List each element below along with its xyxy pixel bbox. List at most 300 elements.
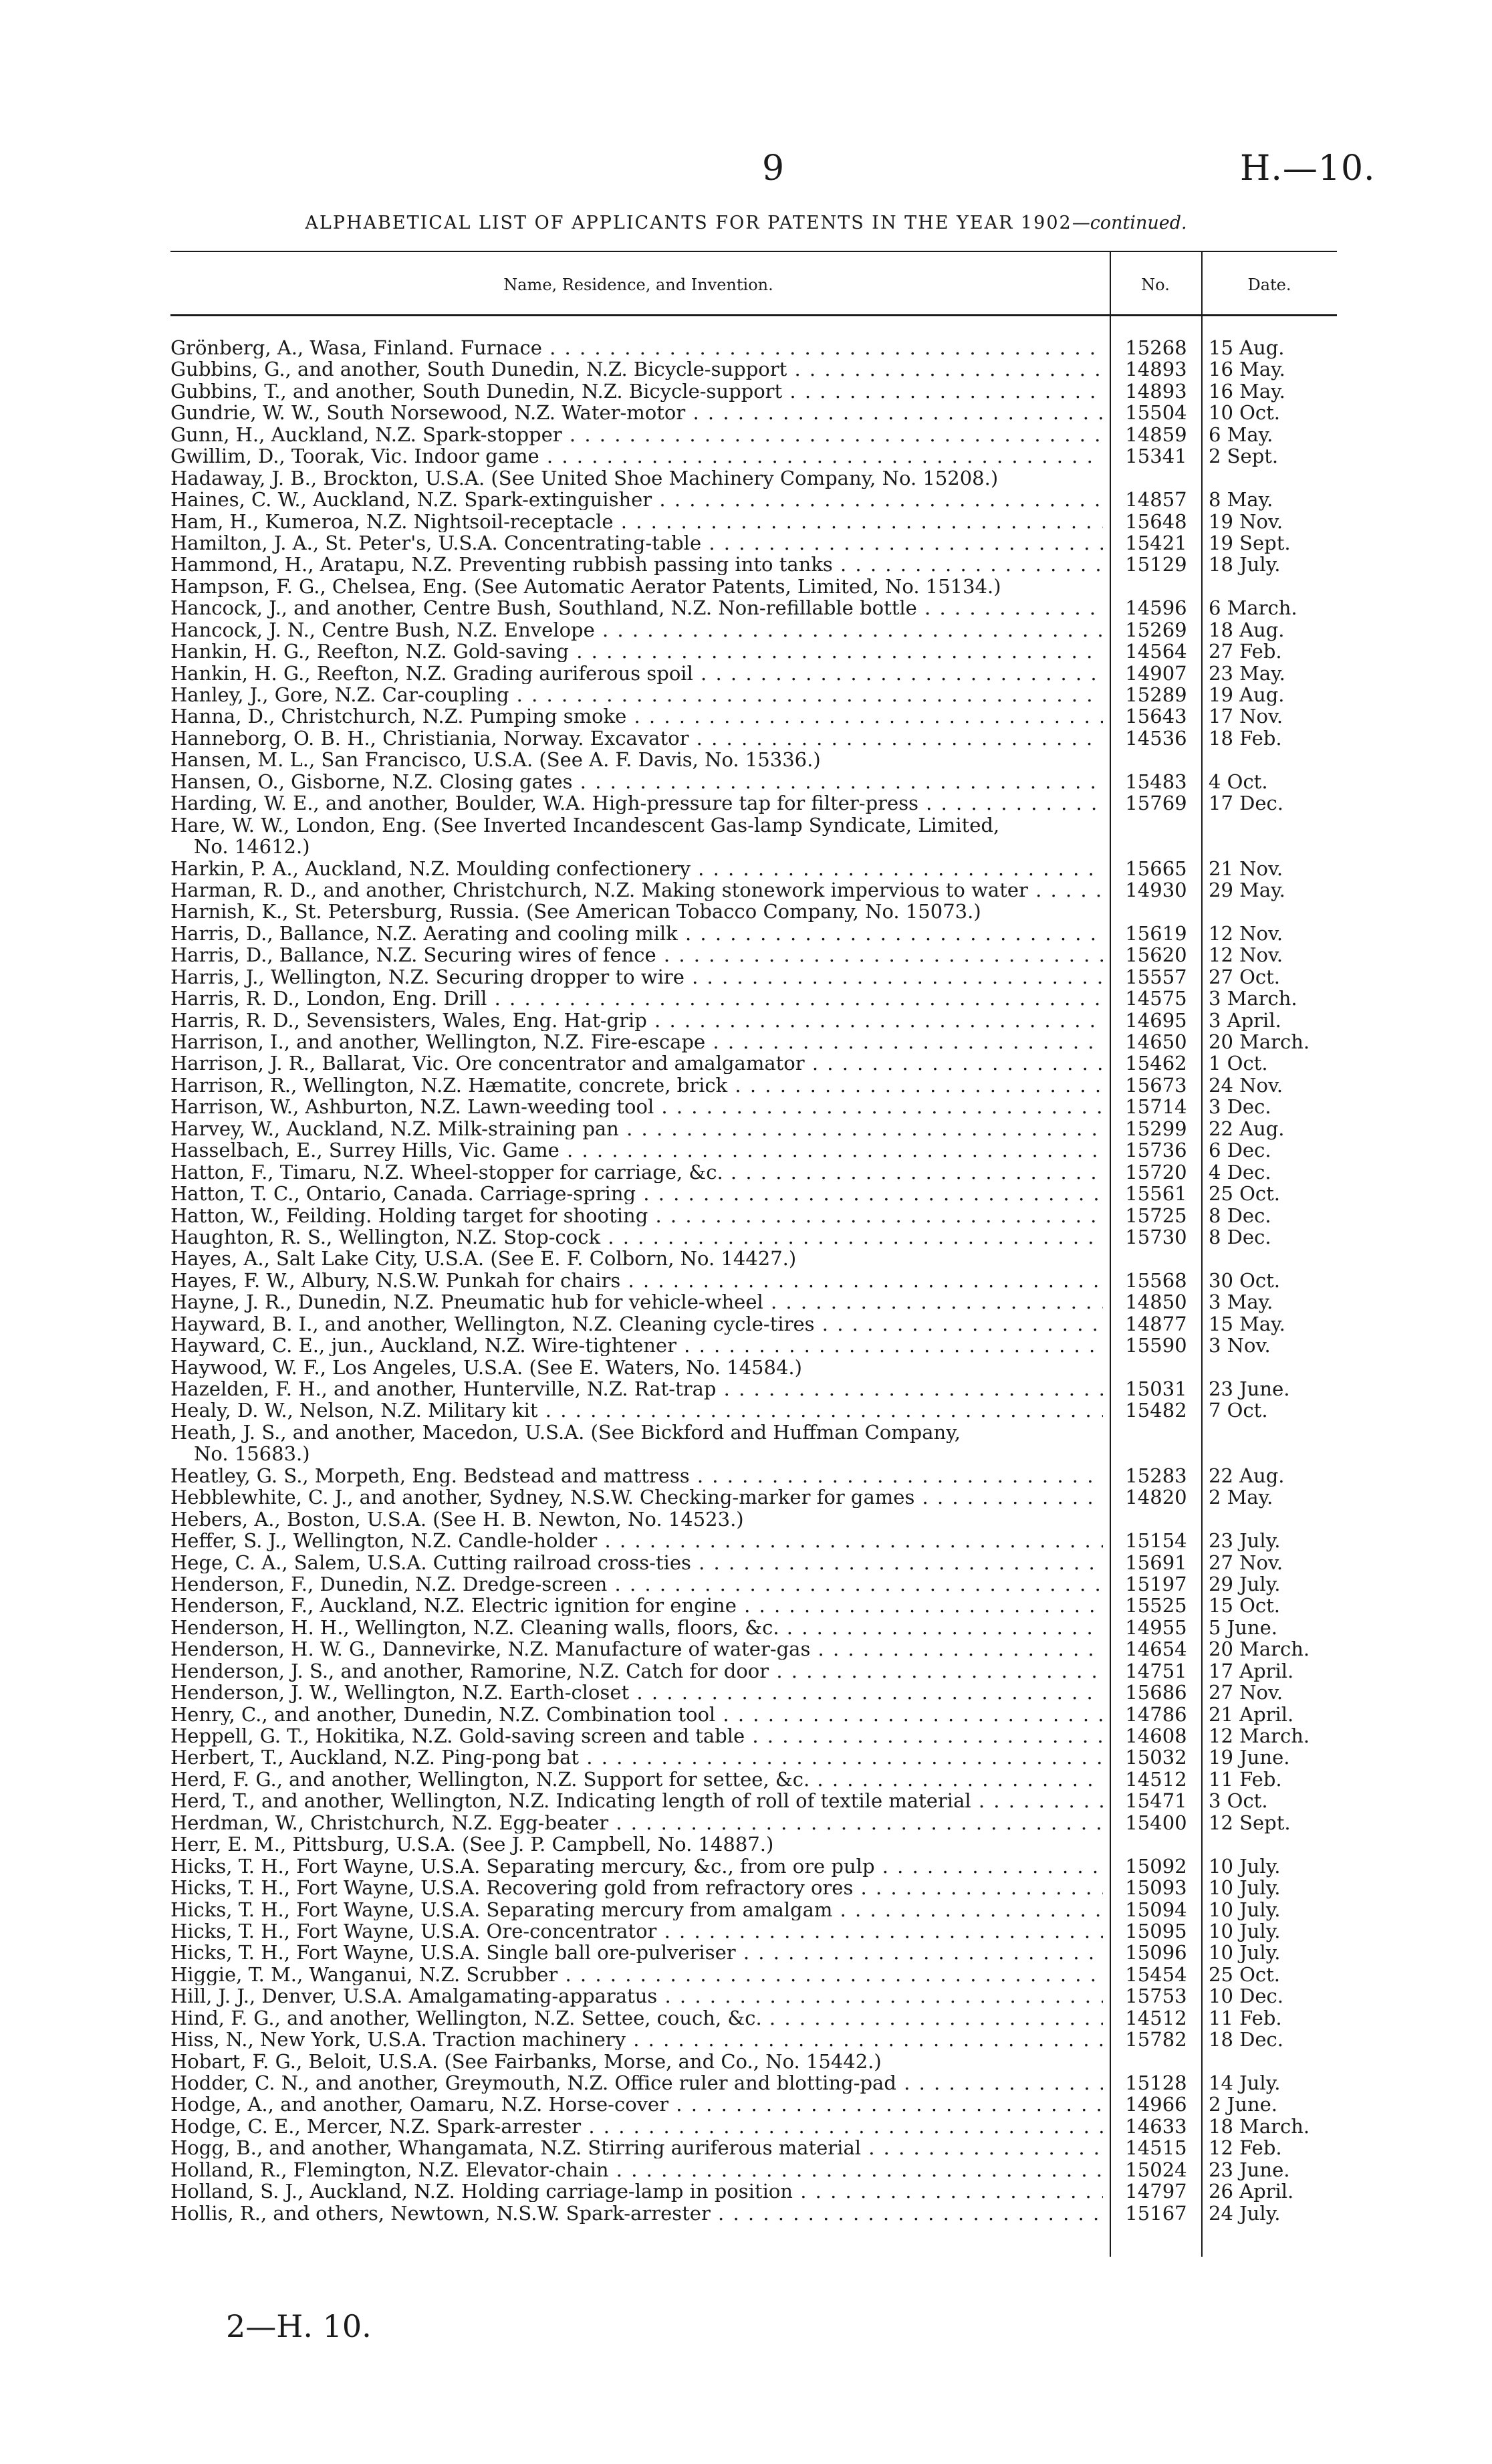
application-date: 23 May. <box>1209 661 1285 685</box>
applicant-entry: Henderson, F., Auckland, N.Z. Electric ignition for engine . . <box>170 1595 1103 1616</box>
applicant-entry: Grönberg, A., Wasa, Finland. Furnace . . <box>170 337 1103 358</box>
table-row <box>0 1486 1492 1508</box>
patent-number: 15725 <box>1125 1204 1187 1227</box>
table-row <box>0 2072 1492 2094</box>
application-date: 8 Dec. <box>1209 1204 1271 1227</box>
table-row <box>0 1812 1492 1833</box>
table-row <box>0 1508 1492 1530</box>
applicant-entry: Hiss, N., New York, U.S.A. Traction machinery . . <box>170 2029 1103 2050</box>
table-row <box>0 1877 1492 1898</box>
applicant-entry: Henderson, J. W., Wellington, N.Z. Earth-closet . . <box>170 1682 1103 1703</box>
table-row <box>0 1335 1492 1356</box>
patent-number: 15094 <box>1125 1898 1187 1921</box>
table-row <box>0 641 1492 662</box>
table-row <box>0 467 1492 489</box>
table-row <box>0 2203 1492 2224</box>
application-date: 29 July. <box>1209 1572 1281 1595</box>
application-date: 3 Nov. <box>1209 1334 1271 1357</box>
table-row <box>0 1443 1492 1464</box>
patent-number: 14786 <box>1125 1702 1187 1726</box>
applicant-entry: Harris, J., Wellington, N.Z. Securing dropper to wire . . <box>170 966 1103 988</box>
table-row <box>0 966 1492 988</box>
applicant-entry: Hayes, F. W., Albury, N.S.W. Punkah for chairs . . <box>170 1270 1103 1291</box>
patent-number: 15268 <box>1125 336 1187 359</box>
title-continued: —continued. <box>1072 213 1187 233</box>
applicant-entry: Hicks, T. H., Fort Wayne, U.S.A. Ore-concentrator . . <box>170 1920 1103 1942</box>
page-title <box>0 213 1492 233</box>
table-row <box>0 445 1492 467</box>
column-header-name: Name, Residence, and Invention. <box>503 275 773 294</box>
application-date: 11 Feb. <box>1209 1767 1282 1791</box>
applicant-entry: Hill, J. J., Denver, U.S.A. Amalgamating-apparatus . . <box>170 1985 1103 2007</box>
patent-number: 14877 <box>1125 1312 1187 1335</box>
applicant-entry: Hayward, C. E., jun., Auckland, N.Z. Wire-tightener . . <box>170 1335 1103 1356</box>
table-row <box>0 705 1492 727</box>
table-row <box>0 879 1492 901</box>
applicant-entry: Hobart, F. G., Beloit, U.S.A. (See Fairbanks, Morse, and Co., No. 15442.) <box>170 2050 882 2072</box>
table-row <box>0 1790 1492 1811</box>
application-date: 10 July. <box>1209 1919 1281 1942</box>
table-row <box>0 771 1492 792</box>
table-row <box>0 1270 1492 1291</box>
table-row <box>0 749 1492 770</box>
applicant-entry: Heath, J. S., and another, Macedon, U.S.A. (See Bickford and Huffman Company, <box>170 1421 961 1443</box>
patent-number: 15620 <box>1125 943 1187 967</box>
table-row <box>0 2137 1492 2158</box>
applicant-entry: Hicks, T. H., Fort Wayne, U.S.A. Single ball ore-pulveriser . . <box>170 1942 1103 1963</box>
applicant-entry: Henry, C., and another, Dunedin, N.Z. Combination tool . . <box>170 1704 1103 1725</box>
applicant-entry: Hankin, H. G., Reefton, N.Z. Gold-saving . . <box>170 641 1103 662</box>
table-row <box>0 836 1492 857</box>
patent-number: 15482 <box>1125 1399 1187 1422</box>
applicant-entry: Hadaway, J. B., Brockton, U.S.A. (See United Shoe Machinery Company, No. 15208.) <box>170 467 999 489</box>
table-row <box>0 923 1492 944</box>
patent-number: 14893 <box>1125 358 1187 381</box>
applicant-entry: Hicks, T. H., Fort Wayne, U.S.A. Separating mercury, &c., from ore pulp . . <box>170 1856 1103 1877</box>
table-row <box>0 1942 1492 1963</box>
table-row <box>0 814 1492 836</box>
patent-number: 15686 <box>1125 1681 1187 1704</box>
table-row <box>0 1118 1492 1139</box>
applicant-entry: Hanley, J., Gore, N.Z. Car-coupling . . <box>170 684 1103 705</box>
patent-number: 15095 <box>1125 1919 1187 1942</box>
applicant-entry: Hege, C. A., Salem, U.S.A. Cutting railroad cross-ties . . <box>170 1552 1103 1573</box>
applicant-entry: Harrison, R., Wellington, N.Z. Hæmatite, concrete, brick . . <box>170 1075 1103 1096</box>
table-row <box>0 1031 1492 1052</box>
applicant-entry: Harding, W. E., and another, Boulder, W.A. High-pressure tap for filter-press . . <box>170 792 1103 814</box>
application-date: 3 March. <box>1209 987 1297 1010</box>
patent-number: 14536 <box>1125 726 1187 750</box>
applicant-entry: Higgie, T. M., Wanganui, N.Z. Scrubber . . <box>170 1964 1103 1985</box>
table-row <box>0 1747 1492 1768</box>
applicant-entry: Hancock, J. N., Centre Bush, N.Z. Envelope . . <box>170 619 1103 641</box>
application-date: 21 Nov. <box>1209 857 1283 880</box>
patent-number: 15299 <box>1125 1117 1187 1140</box>
applicant-entry: Henderson, F., Dunedin, N.Z. Dredge-screen . . <box>170 1573 1103 1595</box>
applicant-entry: Hayne, J. R., Dunedin, N.Z. Pneumatic hub for vehicle-wheel . . <box>170 1291 1103 1313</box>
patent-number: 14654 <box>1125 1638 1187 1661</box>
applicant-entry: Gundrie, W. W., South Norsewood, N.Z. Water-motor . . <box>170 402 1103 423</box>
application-date: 10 Dec. <box>1209 1985 1283 2008</box>
footer-signature: 2—H. 10. <box>226 2308 372 2344</box>
applicant-entry: Herd, F. G., and another, Wellington, N.Z. Support for settee, &c. . . <box>170 1769 1103 1790</box>
application-date: 4 Dec. <box>1209 1160 1271 1184</box>
application-date: 3 Dec. <box>1209 1095 1271 1119</box>
application-date: 8 Dec. <box>1209 1225 1271 1248</box>
applicant-entry: Hodder, C. N., and another, Greymouth, N.Z. Office ruler and blotting-pad . . <box>170 2072 1103 2094</box>
table-row <box>0 424 1492 445</box>
applicant-entry: Harrison, J. R., Ballarat, Vic. Ore concentrator and amalgamator . . <box>170 1052 1103 1074</box>
patent-number: 15714 <box>1125 1095 1187 1119</box>
table-row <box>0 1920 1492 1942</box>
patent-number: 14596 <box>1125 596 1187 620</box>
table-row <box>0 358 1492 380</box>
patent-number: 15782 <box>1125 2028 1187 2051</box>
application-date: 6 Dec. <box>1209 1139 1271 1162</box>
application-date: 27 Nov. <box>1209 1681 1283 1704</box>
applicant-entry: Holland, S. J., Auckland, N.Z. Holding carriage-lamp in position . . <box>170 2180 1103 2202</box>
patent-number: 15619 <box>1125 921 1187 945</box>
table-row <box>0 1465 1492 1486</box>
table-row <box>0 554 1492 575</box>
applicant-entry: Henderson, H. H., Wellington, N.Z. Cleaning walls, floors, &c. . . <box>170 1617 1103 1638</box>
patent-number: 15283 <box>1125 1464 1187 1487</box>
table-row <box>0 1422 1492 1443</box>
applicant-entry: Gunn, H., Auckland, N.Z. Spark-stopper . . <box>170 424 1103 445</box>
table-row <box>0 597 1492 619</box>
application-date: 19 June. <box>1209 1746 1290 1769</box>
applicant-entry: Hatton, F., Timaru, N.Z. Wheel-stopper for carriage, &c. . . <box>170 1161 1103 1183</box>
applicant-entry: Hancock, J., and another, Centre Bush, Southland, N.Z. Non-refillable bottle . . <box>170 597 1103 619</box>
patent-number: 14515 <box>1125 2136 1187 2160</box>
patent-number: 15504 <box>1125 401 1187 425</box>
patent-number: 14512 <box>1125 2006 1187 2029</box>
table-row <box>0 1682 1492 1703</box>
application-date: 23 June. <box>1209 1377 1290 1400</box>
applicant-entry: Hatton, T. C., Ontario, Canada. Carriage-spring . . <box>170 1183 1103 1204</box>
patent-number: 15691 <box>1125 1551 1187 1574</box>
patent-number: 14930 <box>1125 878 1187 901</box>
table-row <box>0 532 1492 554</box>
application-date: 4 Oct. <box>1209 770 1268 793</box>
table-row <box>0 1638 1492 1660</box>
table-row <box>0 858 1492 879</box>
applicant-entry: Haines, C. W., Auckland, N.Z. Spark-extinguisher . . <box>170 489 1103 510</box>
applicant-entry: Hicks, T. H., Fort Wayne, U.S.A. Separating mercury from amalgam . . <box>170 1899 1103 1920</box>
application-date: 12 Sept. <box>1209 1811 1291 1834</box>
table-row <box>0 901 1492 922</box>
table-row <box>0 1899 1492 1920</box>
application-date: 6 March. <box>1209 596 1297 620</box>
table-row <box>0 1985 1492 2007</box>
application-date: 24 Nov. <box>1209 1073 1283 1097</box>
applicant-entry: Herbert, T., Auckland, N.Z. Ping-pong bat . . <box>170 1747 1103 1768</box>
application-date: 27 Feb. <box>1209 640 1282 663</box>
patent-number: 15400 <box>1125 1811 1187 1834</box>
patent-number: 14695 <box>1125 1008 1187 1032</box>
title-text: ALPHABETICAL LIST OF APPLICANTS FOR PATENTS IN THE YEAR 1902 <box>305 213 1072 233</box>
table-row <box>0 1291 1492 1313</box>
applicant-entry: Hodge, C. E., Mercer, N.Z. Spark-arrester . . <box>170 2116 1103 2137</box>
applicant-entry: Hansen, O., Gisborne, N.Z. Closing gates . . <box>170 771 1103 792</box>
applicant-entry: Harkin, P. A., Auckland, N.Z. Moulding confectionery . . <box>170 858 1103 879</box>
patent-number: 14857 <box>1125 488 1187 512</box>
table-row <box>0 1010 1492 1031</box>
table-row <box>0 1617 1492 1638</box>
table-row <box>0 663 1492 684</box>
patent-number: 15092 <box>1125 1854 1187 1878</box>
applicant-entry: Gwillim, D., Toorak, Vic. Indoor game . . <box>170 445 1103 467</box>
application-date: 16 May. <box>1209 379 1285 403</box>
table-row <box>0 1248 1492 1269</box>
table-row <box>0 576 1492 597</box>
patent-number: 15665 <box>1125 857 1187 880</box>
applicant-entry: Gubbins, T., and another, South Dunedin, N.Z. Bicycle-support . . <box>170 380 1103 402</box>
applicant-entry: Hebers, A., Boston, U.S.A. (See H. B. Newton, No. 14523.) <box>170 1508 744 1530</box>
patent-number: 15129 <box>1125 553 1187 576</box>
table-row <box>0 1725 1492 1747</box>
applicant-entry: Hazelden, F. H., and another, Hunterville, N.Z. Rat-trap . . <box>170 1378 1103 1399</box>
header-rule <box>170 314 1337 316</box>
applicant-entry: Ham, H., Kumeroa, N.Z. Nightsoil-receptacle . . <box>170 511 1103 532</box>
application-date: 15 May. <box>1209 1312 1285 1335</box>
application-date: 12 Feb. <box>1209 2136 1282 2160</box>
patent-number: 14797 <box>1125 2180 1187 2203</box>
patent-number: 14512 <box>1125 1767 1187 1791</box>
application-date: 11 Feb. <box>1209 2006 1282 2029</box>
table-row <box>0 380 1492 402</box>
patent-number: 15561 <box>1125 1182 1187 1206</box>
applicant-entry: Holland, R., Flemington, N.Z. Elevator-chain . . <box>170 2159 1103 2180</box>
patent-number: 15032 <box>1125 1746 1187 1769</box>
application-date: 2 June. <box>1209 2093 1278 2116</box>
application-date: 20 March. <box>1209 1638 1310 1661</box>
applicant-entry: Hampson, F. G., Chelsea, Eng. (See Automatic Aerator Patents, Limited, No. 15134.) <box>170 575 1001 597</box>
table-row <box>0 1595 1492 1616</box>
table-row <box>0 1226 1492 1248</box>
table-row <box>0 727 1492 749</box>
patent-number: 14564 <box>1125 640 1187 663</box>
applicant-entry: Harnish, K., St. Petersburg, Russia. (See American Tobacco Company, No. 15073.) <box>170 901 981 923</box>
patent-number: 15421 <box>1125 531 1187 554</box>
application-date: 12 March. <box>1209 1724 1310 1747</box>
application-date: 10 July. <box>1209 1854 1281 1878</box>
patent-number: 14751 <box>1125 1659 1187 1682</box>
applicant-entry: Henderson, J. S., and another, Ramorine, N.Z. Catch for door . . <box>170 1660 1103 1682</box>
application-date: 14 July. <box>1209 2071 1281 2094</box>
applicant-entry: Harrison, W., Ashburton, N.Z. Lawn-weeding tool . . <box>170 1096 1103 1117</box>
application-date: 20 March. <box>1209 1030 1310 1053</box>
page-number: 9 <box>762 148 785 189</box>
table-row <box>0 511 1492 532</box>
patent-number: 14893 <box>1125 379 1187 403</box>
patent-number: 15648 <box>1125 510 1187 533</box>
applicant-entry: Hogg, B., and another, Whangamata, N.Z. Stirring auriferous material . . <box>170 2137 1103 2158</box>
top-rule <box>170 251 1337 252</box>
applicant-entry: Heppell, G. T., Hokitika, N.Z. Gold-saving screen and table . . <box>170 1725 1103 1747</box>
applicant-entry: Harvey, W., Auckland, N.Z. Milk-straining pan . . <box>170 1118 1103 1139</box>
table-row <box>0 2029 1492 2050</box>
application-date: 16 May. <box>1209 358 1285 381</box>
application-date: 3 Oct. <box>1209 1789 1268 1813</box>
table-row <box>0 489 1492 510</box>
applicant-entry: Hasselbach, E., Surrey Hills, Vic. Game . . <box>170 1139 1103 1161</box>
application-date: 18 March. <box>1209 2114 1310 2138</box>
patent-number: 15471 <box>1125 1789 1187 1813</box>
table-row <box>0 1552 1492 1573</box>
patent-number: 14907 <box>1125 661 1187 685</box>
application-date: 15 Oct. <box>1209 1594 1281 1617</box>
applicant-entry: Harman, R. D., and another, Christchurch, N.Z. Making stonework impervious to water . . <box>170 879 1103 901</box>
applicant-entry: Harris, R. D., London, Eng. Drill . . <box>170 988 1103 1009</box>
application-date: 10 July. <box>1209 1876 1281 1900</box>
application-date: 25 Oct. <box>1209 1182 1281 1206</box>
table-row <box>0 1075 1492 1096</box>
application-date: 23 July. <box>1209 1529 1281 1553</box>
patent-number: 15590 <box>1125 1334 1187 1357</box>
applicant-entry: Harris, D., Ballance, N.Z. Securing wires of fence . . <box>170 944 1103 966</box>
patent-number: 15128 <box>1125 2071 1187 2094</box>
applicant-entry: Herdman, W., Christchurch, N.Z. Egg-beater . . <box>170 1812 1103 1833</box>
table-row <box>0 1399 1492 1421</box>
patent-number: 15720 <box>1125 1160 1187 1184</box>
applicant-entry: Harrison, I., and another, Wellington, N.Z. Fire-escape . . <box>170 1031 1103 1052</box>
application-date: 29 May. <box>1209 878 1285 901</box>
applicant-entry: Hollis, R., and others, Newtown, N.S.W. Spark-arrester . . <box>170 2203 1103 2224</box>
patent-number: 14608 <box>1125 1724 1187 1747</box>
applicant-entry: Hamilton, J. A., St. Peter's, U.S.A. Concentrating-table . . <box>170 532 1103 554</box>
table-row <box>0 1856 1492 1877</box>
table-row <box>0 2159 1492 2180</box>
patent-number: 15031 <box>1125 1377 1187 1400</box>
table-row <box>0 2051 1492 2072</box>
applicant-entry: No. 14612.) <box>194 835 310 859</box>
application-date: 26 April. <box>1209 2180 1294 2203</box>
application-date: 10 Oct. <box>1209 401 1281 425</box>
table-row <box>0 1139 1492 1161</box>
applicant-entry: Hayward, B. I., and another, Wellington, N.Z. Cleaning cycle-tires . . <box>170 1313 1103 1335</box>
table-row <box>0 1357 1492 1378</box>
applicant-entry: Haywood, W. F., Los Angeles, U.S.A. (See E. Waters, No. 14584.) <box>170 1356 802 1378</box>
applicant-entry: Harris, R. D., Sevensisters, Wales, Eng. Hat-grip . . <box>170 1010 1103 1031</box>
applicant-entry: Healy, D. W., Nelson, N.Z. Military kit . . <box>170 1399 1103 1421</box>
applicant-entry: Hayes, A., Salt Lake City, U.S.A. (See E. F. Colborn, No. 14427.) <box>170 1248 797 1270</box>
application-date: 5 June. <box>1209 1615 1278 1639</box>
table-row <box>0 1313 1492 1335</box>
application-date: 10 July. <box>1209 1898 1281 1921</box>
application-date: 12 Nov. <box>1209 943 1283 967</box>
table-row <box>0 1769 1492 1790</box>
applicant-entry: Haughton, R. S., Wellington, N.Z. Stop-cock . . <box>170 1226 1103 1248</box>
table-row <box>0 1161 1492 1183</box>
application-date: 2 May. <box>1209 1486 1273 1509</box>
application-date: 19 Nov. <box>1209 510 1283 533</box>
patent-number: 15341 <box>1125 445 1187 468</box>
application-date: 10 July. <box>1209 1941 1281 1965</box>
application-date: 27 Oct. <box>1209 965 1281 988</box>
application-date: 25 Oct. <box>1209 1963 1281 1986</box>
table-row <box>0 1205 1492 1226</box>
patent-number: 15462 <box>1125 1052 1187 1075</box>
patent-number: 15096 <box>1125 1941 1187 1965</box>
applicant-entry: Hare, W. W., London, Eng. (See Inverted Incandescent Gas-lamp Syndicate, Limited, <box>170 814 1000 836</box>
applicant-entry: Harris, D., Ballance, N.Z. Aerating and cooling milk . . <box>170 923 1103 944</box>
table-row <box>0 2094 1492 2115</box>
patent-number: 14850 <box>1125 1291 1187 1314</box>
patent-number: 14966 <box>1125 2093 1187 2116</box>
table-row <box>0 619 1492 641</box>
application-date: 30 Oct. <box>1209 1268 1281 1292</box>
table-row <box>0 1833 1492 1855</box>
table-row <box>0 1704 1492 1725</box>
patent-number: 15568 <box>1125 1268 1187 1292</box>
patent-number: 15483 <box>1125 770 1187 793</box>
application-date: 17 April. <box>1209 1659 1294 1682</box>
applicant-entry: Hanna, D., Christchurch, N.Z. Pumping smoke . . <box>170 705 1103 727</box>
column-header-no: No. <box>1141 275 1170 294</box>
application-date: 17 Nov. <box>1209 705 1283 728</box>
application-date: 22 Aug. <box>1209 1464 1285 1487</box>
patent-number: 14575 <box>1125 987 1187 1010</box>
application-date: 18 Feb. <box>1209 726 1282 750</box>
page-code: H.—10. <box>1240 148 1376 189</box>
application-date: 1 Oct. <box>1209 1052 1268 1075</box>
application-date: 3 May. <box>1209 1291 1273 1314</box>
patent-number: 14859 <box>1125 423 1187 446</box>
applicant-entry: Hankin, H. G., Reefton, N.Z. Grading auriferous spoil . . <box>170 663 1103 684</box>
patent-number: 15167 <box>1125 2201 1187 2225</box>
table-row <box>0 684 1492 705</box>
table-row <box>0 337 1492 358</box>
patent-number: 15769 <box>1125 792 1187 815</box>
applicant-entry: Hind, F. G., and another, Wellington, N.Z. Settee, couch, &c. . . <box>170 2007 1103 2029</box>
applicant-entry: Hodge, A., and another, Oamaru, N.Z. Horse-cover . . <box>170 2094 1103 2115</box>
table-row <box>0 792 1492 814</box>
applicant-entry: Hanneborg, O. B. H., Christiania, Norway. Excavator . . <box>170 727 1103 749</box>
application-date: 2 Sept. <box>1209 445 1279 468</box>
applicant-entry: No. 15683.) <box>194 1442 310 1466</box>
table-row <box>0 2116 1492 2137</box>
patent-number: 15730 <box>1125 1225 1187 1248</box>
application-date: 17 Dec. <box>1209 792 1283 815</box>
application-date: 18 Dec. <box>1209 2028 1283 2051</box>
application-date: 19 Sept. <box>1209 531 1291 554</box>
patent-number: 15673 <box>1125 1073 1187 1097</box>
table-row <box>0 1660 1492 1682</box>
patent-number: 15557 <box>1125 965 1187 988</box>
applicant-table <box>0 337 1492 2224</box>
application-date: 3 April. <box>1209 1008 1281 1032</box>
patent-number: 15093 <box>1125 1876 1187 1900</box>
applicant-entry: Herr, E. M., Pittsburg, U.S.A. (See J. P. Campbell, No. 14887.) <box>170 1833 774 1856</box>
applicant-entry: Heatley, G. S., Morpeth, Eng. Bedstead and mattress . . <box>170 1465 1103 1486</box>
application-date: 6 May. <box>1209 423 1273 446</box>
patent-number: 14820 <box>1125 1486 1187 1509</box>
applicant-entry: Herd, T., and another, Wellington, N.Z. Indicating length of roll of textile material . . <box>170 1790 1103 1811</box>
table-row <box>0 944 1492 966</box>
applicant-entry: Henderson, H. W. G., Dannevirke, N.Z. Manufacture of water-gas . . <box>170 1638 1103 1660</box>
patent-number: 15454 <box>1125 1963 1187 1986</box>
column-header-date: Date. <box>1247 275 1291 294</box>
application-date: 18 July. <box>1209 553 1281 576</box>
application-date: 22 Aug. <box>1209 1117 1285 1140</box>
patent-number: 15269 <box>1125 618 1187 641</box>
applicant-entry: Hammond, H., Aratapu, N.Z. Preventing rubbish passing into tanks . . <box>170 554 1103 575</box>
table-row <box>0 1183 1492 1204</box>
table-row <box>0 1964 1492 1985</box>
application-date: 27 Nov. <box>1209 1551 1283 1574</box>
table-row <box>0 988 1492 1009</box>
